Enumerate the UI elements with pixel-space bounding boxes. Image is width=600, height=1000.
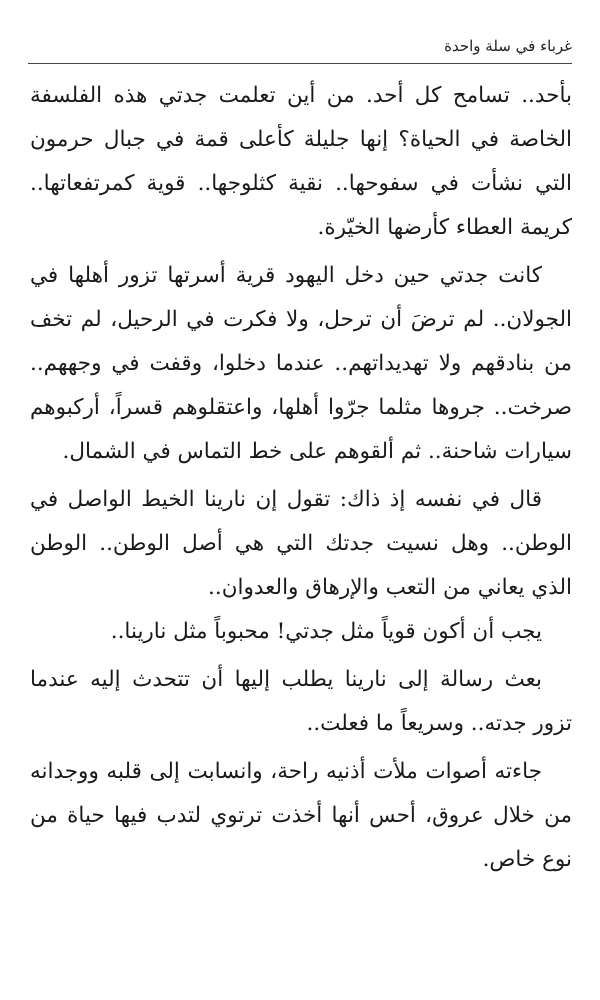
paragraph-6: جاءته أصوات ملأت أذنيه راحة، وانسابت إلى قلبه ووجدانه من خلال عروق، أحس أنها أخذت ترتوي لتدب فيها حياة من نوع خاص. [30, 759, 572, 872]
paragraph-3: قال في نفسه إذ ذاك: تقول إن نارينا الخيط الواصل في الوطن.. وهل نسيت جدتك التي هي أصل الوطن.. الوطن الذي يعاني من التعب والإرهاق والعدوان.. [30, 487, 572, 600]
header-divider [28, 63, 572, 64]
running-header: غرباء في سلة واحدة [444, 37, 572, 55]
paragraph-4: يجب أن أكون قوياً مثل جدتي! محبوباً مثل نارينا.. [110, 619, 542, 644]
page-body [30, 74, 572, 882]
paragraph-1: بأحد.. تسامح كل أحد. من أين تعلمت جدتي هذه الفلسفة الخاصة في الحياة؟ إنها جليلة كأعلى قمة في جبال حرمون التي نشأت في سفوحها.. نقية كثلوجها.. قوية كمرتفعاتها.. كريمة العطاء كأرضها الخيّرة. [30, 83, 572, 240]
paragraph-2: كانت جدتي حين دخل اليهود قرية أسرتها تزور أهلها في الجولان.. لم ترضَ أن ترحل، ولا فكرت في الرحيل، لم تخف من بنادقهم ولا تهديداتهم.. عندما دخلوا، وقفت في وجههم.. صرخت.. جروها مثلما جرّوا أهلها، واعتقلوهم قسراً، أركبوهم سيارات شاحنة.. ثم ألقوهم على خط التماس في الشمال. [30, 263, 572, 464]
paragraph-5: بعث رسالة إلى نارينا يطلب إليها أن تتحدث إليه عندما تزور جدته.. وسريعاً ما فعلت.. [30, 667, 572, 736]
